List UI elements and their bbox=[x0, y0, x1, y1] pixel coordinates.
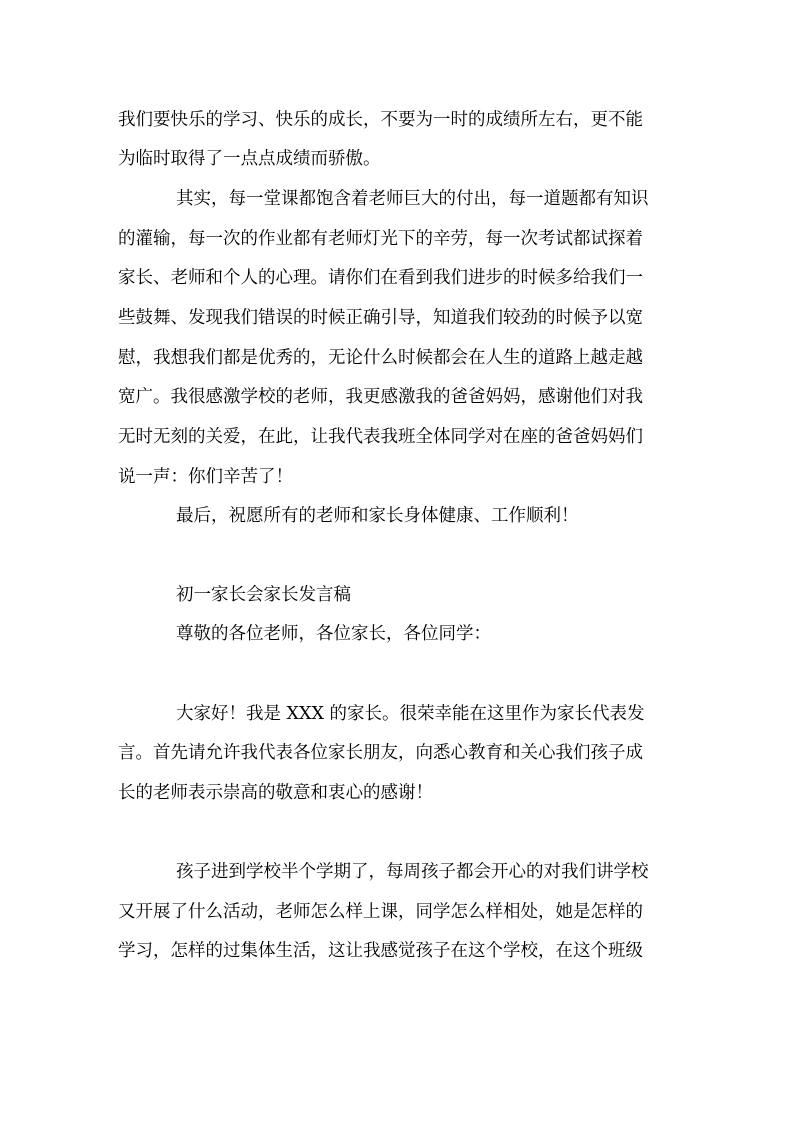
paragraph-line: 我们要快乐的学习、快乐的成长，不要为一时的成绩所左右，更不能 bbox=[118, 110, 643, 130]
paragraph-line: 无时无刻的关爱，在此，让我代表我班全体同学对在座的爸爸妈妈们 bbox=[118, 427, 643, 447]
paragraph-line: 学习，怎样的过集体生活，这让我感觉孩子在这个学校，在这个班级 bbox=[118, 941, 643, 961]
paragraph-line: 孩子进到学校半个学期了，每周孩子都会开心的对我们讲学校 bbox=[176, 862, 649, 882]
paragraph-line: 宽广。我很感激学校的老师，我更感激我的爸爸妈妈，感谢他们对我 bbox=[118, 387, 643, 407]
paragraph-line: 慰，我想我们都是优秀的，无论什么时候都会在人生的道路上越走越 bbox=[118, 348, 643, 368]
document-title: 初一家长会家长发言稿 bbox=[176, 585, 351, 605]
paragraph-line: 为临时取得了一点点成绩而骄傲。 bbox=[118, 149, 381, 169]
paragraph-line: 些鼓舞、发现我们错误的时候正确引导，知道我们较劲的时候予以宽 bbox=[118, 308, 643, 328]
paragraph-line: 又开展了什么活动，老师怎么样上课，同学怎么样相处，她是怎样的 bbox=[118, 902, 643, 922]
paragraph-line: 的灌输，每一次的作业都有老师灯光下的辛劳，每一次考试都试探着 bbox=[118, 229, 643, 249]
paragraph-line: 言。首先请允许我代表各位家长朋友，向悉心教育和关心我们孩子成 bbox=[118, 743, 643, 763]
salutation: 尊敬的各位老师，各位家长，各位同学： bbox=[176, 624, 491, 644]
paragraph-line: 最后，祝愿所有的老师和家长身体健康、工作顺利！ bbox=[176, 506, 579, 526]
paragraph-line: 说一声：你们辛苦了！ bbox=[118, 467, 293, 487]
paragraph-line: 家长、老师和个人的心理。请你们在看到我们进步的时候多给我们一 bbox=[118, 268, 643, 288]
paragraph-line: 长的老师表示崇高的敬意和衷心的感谢！ bbox=[118, 783, 433, 803]
paragraph-line: 其实，每一堂课都饱含着老师巨大的付出，每一道题都有知识 bbox=[176, 189, 649, 209]
paragraph-line: 大家好！我是 XXX 的家长。很荣幸能在这里作为家长代表发 bbox=[176, 704, 645, 724]
